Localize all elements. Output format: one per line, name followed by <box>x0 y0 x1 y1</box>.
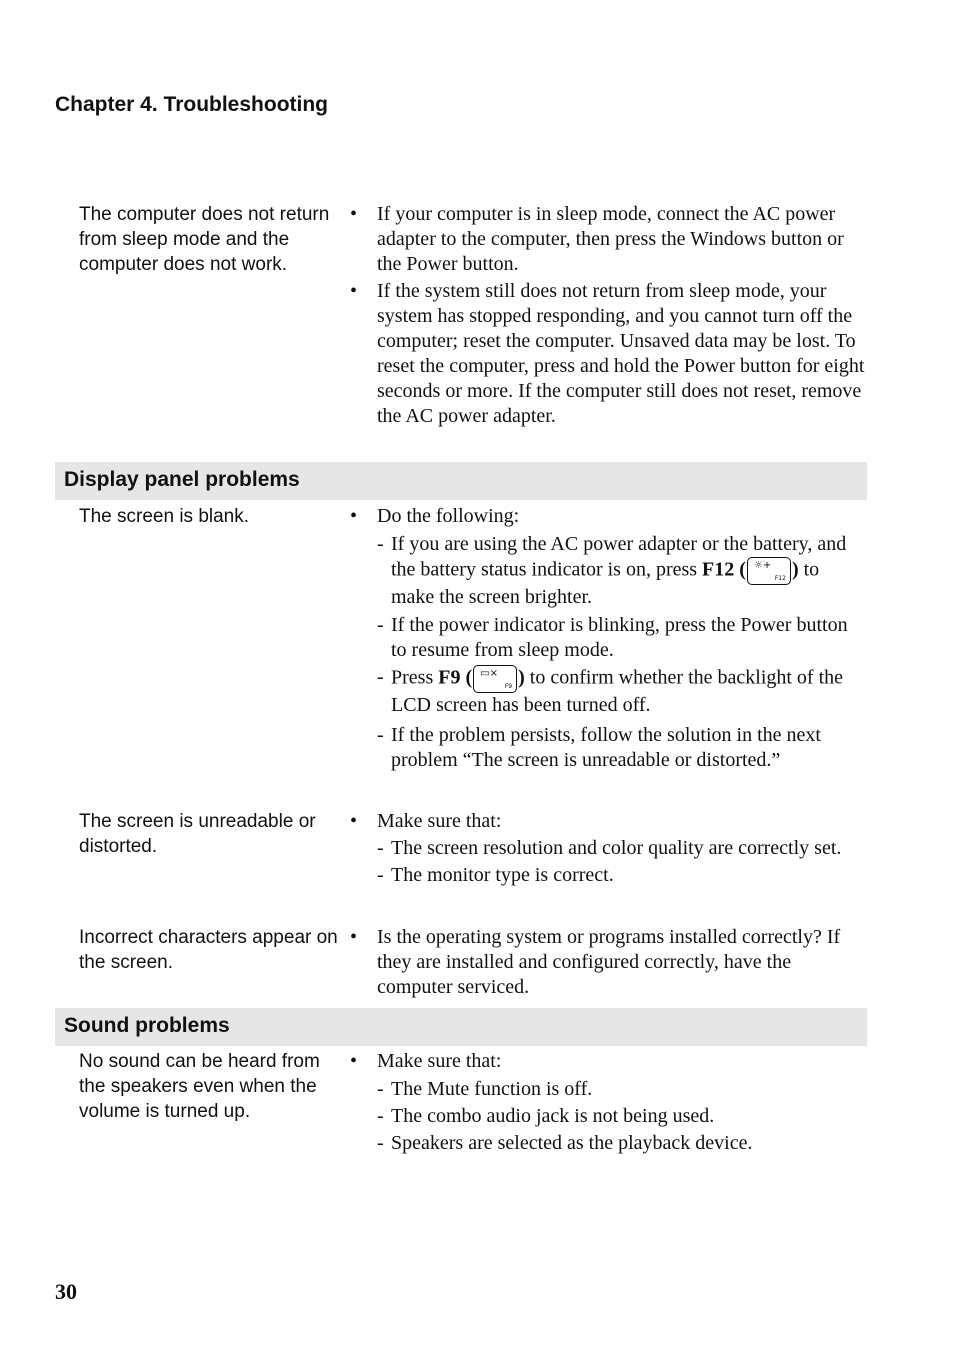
list-item: - The combo audio jack is not being used. <box>377 1105 715 1127</box>
list-item: - The screen resolution and color quality are correctly set. <box>377 837 842 859</box>
list-item: • Do the following: <box>350 505 520 527</box>
bullet-icon: • <box>350 203 358 225</box>
problem-text: No sound can be heard from the speakers even when the volume is turned up. <box>79 1051 320 1122</box>
list-item: • If the system still does not return from sleep mode, your system has stopped responding, and you cannot turn off the computer; reset the computer. Unsaved data may be lost. To reset the computer, press and hold the Power button for eight seconds or more. If the computer still does not reset, remove the AC power adapter. <box>350 280 865 427</box>
bullet-icon: • <box>350 926 358 948</box>
solution <box>350 504 867 773</box>
problem-text: The computer does not return from sleep mode and the computer does not work. <box>79 204 330 275</box>
list-item: • Make sure that: <box>350 810 502 832</box>
list-item: - If you are using the AC power adapter or the battery, and the battery status indicator is on, press F12 ( ☼+ F12 ) to make the screen brighter. <box>377 533 847 608</box>
section-title: Sound problems <box>64 1014 230 1037</box>
list-item: - The Mute function is off. <box>377 1078 593 1100</box>
bullet-icon: • <box>350 1050 358 1072</box>
problem-text: Incorrect characters appear on the screen. <box>79 927 338 973</box>
solution <box>350 809 867 888</box>
section-title: Display panel problems <box>64 468 300 491</box>
list-item: - The monitor type is correct. <box>377 864 614 886</box>
list-item: - If the problem persists, follow the solution in the next problem “The screen is unreadable or distorted.” <box>377 724 821 771</box>
list-item: • If your computer is in sleep mode, connect the AC power adapter to the computer, then press the Windows button or the Power button. <box>350 203 844 275</box>
list-item: - Speakers are selected as the playback device. <box>377 1132 753 1154</box>
page-number: 30 <box>55 1279 77 1304</box>
solution <box>350 202 867 429</box>
problem-text: The screen is unreadable or distorted. <box>79 811 316 857</box>
chapter-title: Chapter 4. Troubleshooting <box>55 93 329 116</box>
key-name-f9: F9 <box>438 666 461 689</box>
solution <box>350 925 867 1000</box>
f12-key-icon: ☼+ F12 <box>747 557 791 585</box>
bullet-icon: • <box>350 810 358 832</box>
list-item: • Is the operating system or programs installed correctly? If they are installed and configured correctly, have the computer serviced. <box>350 926 841 998</box>
list-item: - Press F9 ( ▭× F9 ) to confirm whether the backlight of the LCD screen has been turned off. <box>377 666 844 716</box>
f9-key-icon: ▭× F9 <box>473 665 517 693</box>
section-header-sound <box>55 1008 867 1046</box>
list-item: • Make sure that: <box>350 1050 502 1072</box>
solution <box>350 1049 867 1156</box>
bullet-icon: • <box>350 280 358 302</box>
section-header-display <box>55 462 867 500</box>
key-name-f12: F12 <box>702 558 735 581</box>
bullet-icon: • <box>350 505 358 527</box>
list-item: - If the power indicator is blinking, press the Power button to resume from sleep mode. <box>377 614 848 661</box>
problem-text: The screen is blank. <box>79 506 250 527</box>
